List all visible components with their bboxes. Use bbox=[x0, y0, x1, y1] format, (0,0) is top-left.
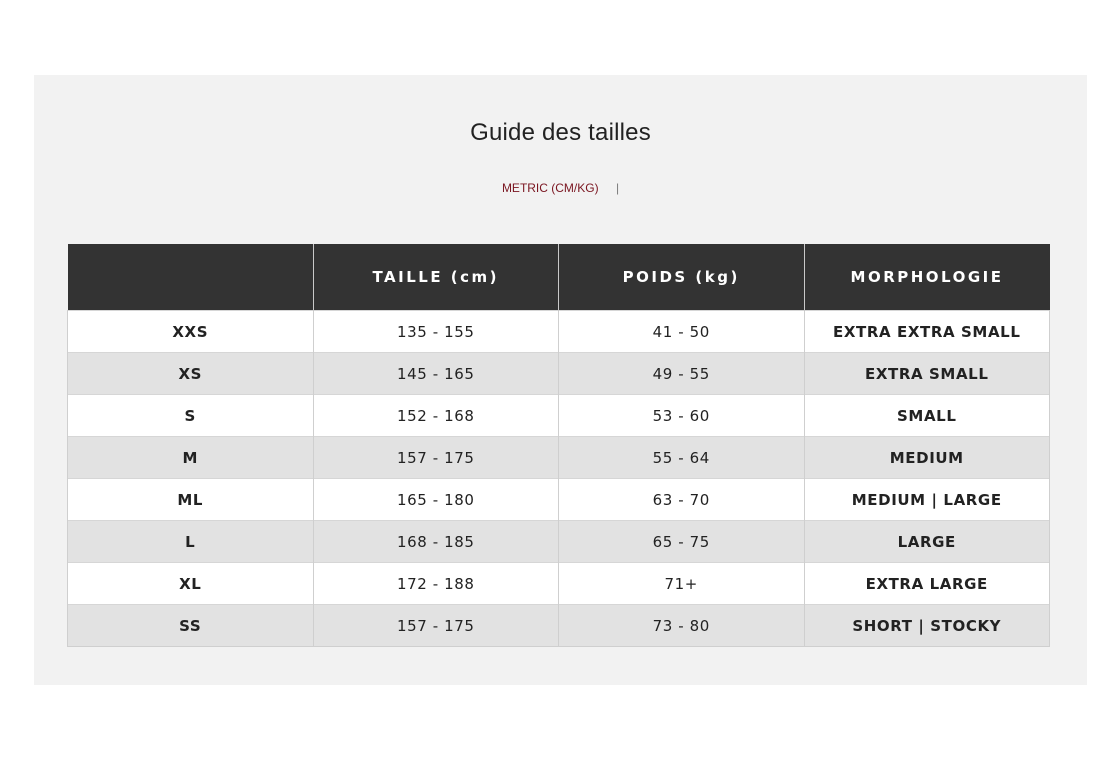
cell-size: XL bbox=[68, 563, 314, 605]
table-row bbox=[68, 311, 1050, 353]
cell-weight: 49 - 55 bbox=[559, 353, 805, 395]
header-poids: POIDS (kg) bbox=[559, 244, 805, 311]
cell-size: M bbox=[68, 437, 314, 479]
unit-switch bbox=[34, 181, 1087, 195]
cell-morphology: SMALL bbox=[804, 395, 1050, 437]
cell-weight: 65 - 75 bbox=[559, 521, 805, 563]
cell-size: ML bbox=[68, 479, 314, 521]
header-morphologie: MORPHOLOGIE bbox=[804, 244, 1050, 311]
header-size bbox=[68, 244, 314, 311]
page-title: Guide des tailles bbox=[470, 119, 651, 146]
cell-height: 172 - 188 bbox=[313, 563, 559, 605]
cell-size: XS bbox=[68, 353, 314, 395]
cell-height: 152 - 168 bbox=[313, 395, 559, 437]
unit-option-metric[interactable]: METRIC (CM/KG) bbox=[501, 181, 599, 195]
header-taille: TAILLE (cm) bbox=[313, 244, 559, 311]
cell-size: L bbox=[68, 521, 314, 563]
cell-morphology: EXTRA SMALL bbox=[804, 353, 1050, 395]
table-row bbox=[68, 353, 1050, 395]
size-guide-panel bbox=[34, 75, 1087, 685]
unit-separator: | bbox=[615, 181, 620, 195]
table-row bbox=[68, 479, 1050, 521]
size-table bbox=[67, 244, 1050, 647]
cell-morphology: EXTRA LARGE bbox=[804, 563, 1050, 605]
table-row bbox=[68, 605, 1050, 647]
cell-weight: 71+ bbox=[559, 563, 805, 605]
table-row bbox=[68, 521, 1050, 563]
cell-size: S bbox=[68, 395, 314, 437]
cell-weight: 53 - 60 bbox=[559, 395, 805, 437]
cell-size: XXS bbox=[68, 311, 314, 353]
cell-weight: 63 - 70 bbox=[559, 479, 805, 521]
cell-morphology: EXTRA EXTRA SMALL bbox=[804, 311, 1050, 353]
cell-morphology: LARGE bbox=[804, 521, 1050, 563]
cell-morphology: SHORT | STOCKY bbox=[804, 605, 1050, 647]
cell-size: SS bbox=[68, 605, 314, 647]
cell-height: 165 - 180 bbox=[313, 479, 559, 521]
cell-weight: 55 - 64 bbox=[559, 437, 805, 479]
cell-height: 157 - 175 bbox=[313, 605, 559, 647]
table-row bbox=[68, 437, 1050, 479]
cell-morphology: MEDIUM | LARGE bbox=[804, 479, 1050, 521]
cell-height: 145 - 165 bbox=[313, 353, 559, 395]
table-row bbox=[68, 563, 1050, 605]
cell-morphology: MEDIUM bbox=[804, 437, 1050, 479]
cell-height: 135 - 155 bbox=[313, 311, 559, 353]
cell-weight: 41 - 50 bbox=[559, 311, 805, 353]
table-header-row bbox=[68, 244, 1050, 311]
cell-height: 168 - 185 bbox=[313, 521, 559, 563]
cell-weight: 73 - 80 bbox=[559, 605, 805, 647]
table-row bbox=[68, 395, 1050, 437]
cell-height: 157 - 175 bbox=[313, 437, 559, 479]
